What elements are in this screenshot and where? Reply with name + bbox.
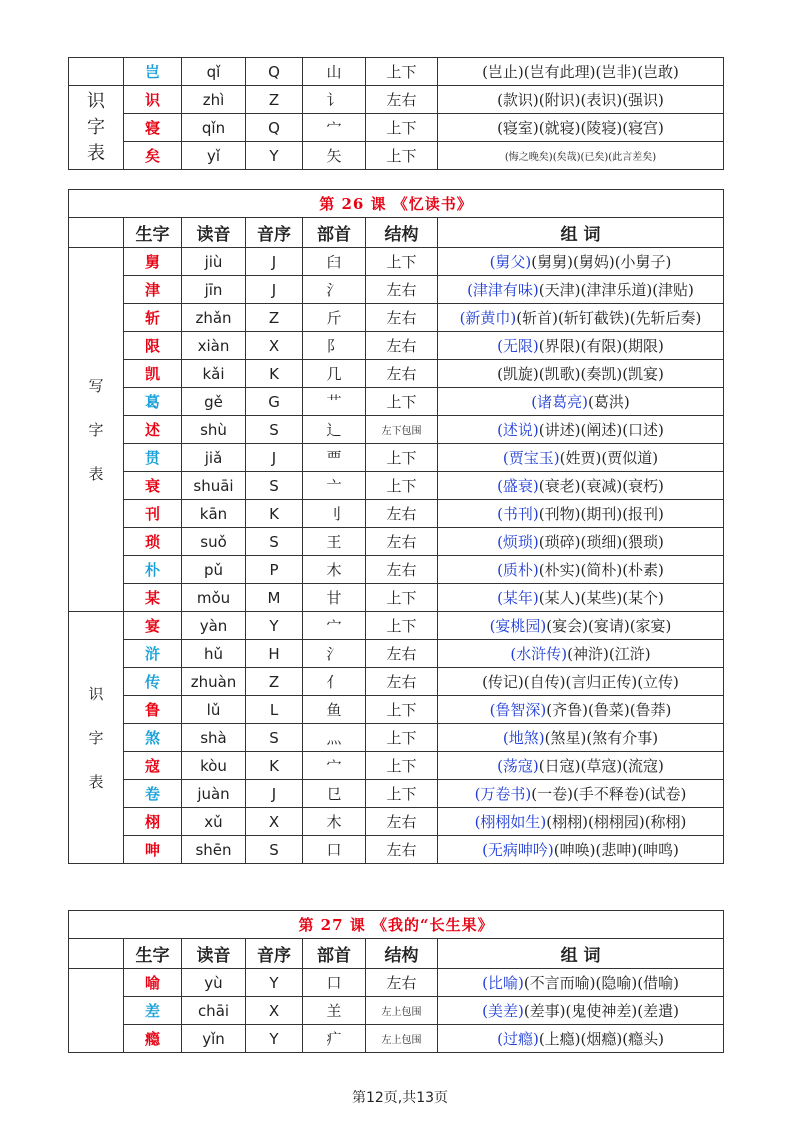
pinyin-cell: mǒu [182,584,246,612]
table-row [69,142,724,170]
column-header: 结构 [366,939,438,969]
word-group: (琐碎)(琐细)(猥琐) [538,533,664,551]
char-cell: 某 [124,584,182,612]
word-group: (上瘾)(烟瘾)(瘾头) [538,1030,664,1048]
char-cell: 津 [124,276,182,304]
word-group: (朴实)(简朴)(朴素) [538,561,664,579]
pinyin-cell: qǐn [182,114,246,142]
index-letter-cell: Z [246,668,303,696]
words-cell [438,58,724,86]
char-cell: 寇 [124,752,182,780]
structure-cell: 上下 [366,696,438,724]
word-group: (刊物)(期刊)(报刊) [538,505,664,523]
pinyin-cell: kān [182,500,246,528]
index-letter-cell: S [246,472,303,500]
section-label: 写 字 表 [69,248,124,612]
lesson27-table [68,910,724,1053]
word-group: (款识)(附识)(表识)(强识) [497,91,664,109]
char-cell: 传 [124,668,182,696]
word-group: (岂止)(岂有此理)(岂非)(岂敢) [482,63,679,81]
highlight-word: (水浒传) [510,645,568,663]
char-cell: 限 [124,332,182,360]
title-row [69,911,724,939]
highlight-word: (新黄巾) [459,309,517,327]
structure-cell: 上下 [366,612,438,640]
radical-cell: 疒 [303,1025,366,1053]
char-cell: 喻 [124,969,182,997]
index-letter-cell: K [246,500,303,528]
highlight-word: (栩栩如生) [474,813,547,831]
structure-cell: 左上包围 [366,997,438,1025]
words-cell [438,86,724,114]
pinyin-cell: jiǎ [182,444,246,472]
word-group: (悔之晚矣)(矣哉)(已矣)(此言差矣) [504,152,657,163]
words-cell [438,752,724,780]
words-cell [438,640,724,668]
char-cell: 岂 [124,58,182,86]
table-row [69,114,724,142]
index-letter-cell: K [246,752,303,780]
column-header: 组 词 [438,939,724,969]
index-letter-cell: Y [246,1025,303,1053]
pinyin-cell: zhǎn [182,304,246,332]
pinyin-cell: zhuàn [182,668,246,696]
char-cell: 衰 [124,472,182,500]
word-group: (神浒)(江浒) [567,645,651,663]
highlight-word: (荡寇) [497,757,539,775]
radical-cell: 亻 [303,668,366,696]
table-row [69,388,724,416]
char-cell: 寝 [124,114,182,142]
radical-cell: 阝 [303,332,366,360]
radical-cell: 艹 [303,388,366,416]
table-row [69,444,724,472]
table-row [69,276,724,304]
words-cell [438,780,724,808]
words-cell [438,528,724,556]
index-letter-cell: G [246,388,303,416]
structure-cell: 左右 [366,304,438,332]
pinyin-cell: juàn [182,780,246,808]
char-cell: 述 [124,416,182,444]
char-cell: 凯 [124,360,182,388]
pinyin-cell: yǐn [182,1025,246,1053]
word-group: (齐鲁)(鲁菜)(鲁莽) [546,701,672,719]
pinyin-cell: lǔ [182,696,246,724]
structure-cell: 上下 [366,388,438,416]
radical-cell: 㔾 [303,780,366,808]
radical-cell: 氵 [303,276,366,304]
radical-cell: 口 [303,836,366,864]
pinyin-cell: kǎi [182,360,246,388]
pinyin-cell: xǔ [182,808,246,836]
section-blank [69,58,124,86]
structure-cell: 上下 [366,584,438,612]
column-header: 生字 [124,218,182,248]
highlight-word: (无限) [497,337,539,355]
table-row [69,58,724,86]
words-cell [438,416,724,444]
char-cell: 刊 [124,500,182,528]
section-blank [69,969,124,1053]
index-letter-cell: S [246,836,303,864]
table-row [69,1025,724,1053]
index-letter-cell: X [246,808,303,836]
structure-cell: 上下 [366,472,438,500]
structure-cell: 上下 [366,780,438,808]
pinyin-cell: hǔ [182,640,246,668]
column-header: 音序 [246,218,303,248]
pinyin-cell: jiù [182,248,246,276]
words-cell [438,668,724,696]
table-row [69,360,724,388]
table-row [69,528,724,556]
radical-cell: 辶 [303,416,366,444]
table-row [69,472,724,500]
words-cell [438,276,724,304]
table-row [69,752,724,780]
column-header: 部首 [303,939,366,969]
table-row [69,668,724,696]
highlight-word: (述说) [497,421,539,439]
pinyin-cell: jīn [182,276,246,304]
words-cell [438,248,724,276]
word-group: (传记)(自传)(言归正传)(立传) [482,673,679,691]
char-cell: 栩 [124,808,182,836]
index-letter-cell: P [246,556,303,584]
table-row [69,808,724,836]
highlight-word: (烦琐) [497,533,539,551]
index-letter-cell: J [246,248,303,276]
index-letter-cell: Z [246,304,303,332]
word-group: (寝室)(就寝)(陵寝)(寝宫) [497,119,664,137]
radical-cell: 宀 [303,114,366,142]
word-group: (界限)(有限)(期限) [538,337,664,355]
radical-cell: 亠 [303,472,366,500]
highlight-word: (舅父) [489,253,532,271]
table-row [69,556,724,584]
structure-cell: 左右 [366,969,438,997]
pinyin-cell: yǐ [182,142,246,170]
highlight-word: (诸葛亮) [531,393,588,411]
word-group: (呻唤)(悲呻)(呻鸣) [553,841,679,859]
radical-cell: 甘 [303,584,366,612]
radical-cell: 讠 [303,86,366,114]
word-group: (差事)(鬼使神差)(差遣) [523,1002,679,1020]
highlight-word: (过瘾) [497,1030,539,1048]
radical-cell: 氵 [303,640,366,668]
structure-cell: 上下 [366,724,438,752]
highlight-word: (质朴) [497,561,539,579]
index-letter-cell: Y [246,969,303,997]
char-cell: 呻 [124,836,182,864]
words-cell [438,142,724,170]
pinyin-cell: shà [182,724,246,752]
pinyin-cell: gě [182,388,246,416]
words-cell [438,1025,724,1053]
radical-cell: 口 [303,969,366,997]
words-cell [438,304,724,332]
char-cell: 瘾 [124,1025,182,1053]
table-row [69,997,724,1025]
radical-cell: 斤 [303,304,366,332]
char-cell: 识 [124,86,182,114]
radical-cell: 山 [303,58,366,86]
char-cell: 朴 [124,556,182,584]
char-cell: 卷 [124,780,182,808]
lesson-title: 第 27 课 《我的“长生果》 [69,911,724,939]
column-header: 读音 [182,939,246,969]
char-cell: 舅 [124,248,182,276]
column-header: 生字 [124,939,182,969]
highlight-word: (万卷书) [474,785,532,803]
words-cell [438,114,724,142]
structure-cell: 左右 [366,276,438,304]
words-cell [438,556,724,584]
highlight-word: (某年) [497,589,539,607]
pinyin-cell: yù [182,969,246,997]
char-cell: 琐 [124,528,182,556]
highlight-word: (宴桃园) [489,617,547,635]
char-cell: 宴 [124,612,182,640]
table-row [69,584,724,612]
index-letter-cell: Q [246,114,303,142]
radical-cell: 𦍌 [303,997,366,1025]
word-group: (衰老)(衰减)(衰朽) [538,477,664,495]
section-label: 识 字 表 [69,86,124,170]
index-letter-cell: J [246,276,303,304]
pinyin-cell: zhì [182,86,246,114]
header-row [69,939,724,969]
word-group: (天津)(津津乐道)(津贴) [538,281,694,299]
lesson-title: 第 26 课 《忆读书》 [69,190,724,218]
word-group: (葛洪) [588,393,630,411]
structure-cell: 左右 [366,500,438,528]
radical-cell: 王 [303,528,366,556]
pinyin-cell: kòu [182,752,246,780]
radical-cell: 覀 [303,444,366,472]
pinyin-cell: shēn [182,836,246,864]
highlight-word: (无病呻吟) [482,841,554,859]
index-letter-cell: K [246,360,303,388]
highlight-word: (比喻) [482,974,524,992]
words-cell [438,997,724,1025]
word-group: (舅舅)(舅妈)(小舅子) [531,253,672,271]
title-row [69,190,724,218]
pinyin-cell: pǔ [182,556,246,584]
word-group: (日寇)(草寇)(流寇) [538,757,664,775]
table-row [69,248,724,276]
radical-cell: 鱼 [303,696,366,724]
index-letter-cell: X [246,332,303,360]
highlight-word: (盛衰) [497,477,539,495]
header-blank [69,939,124,969]
structure-cell: 上下 [366,248,438,276]
char-cell: 煞 [124,724,182,752]
index-letter-cell: L [246,696,303,724]
pinyin-cell: yàn [182,612,246,640]
table-row [69,969,724,997]
table-row [69,724,724,752]
index-letter-cell: S [246,528,303,556]
column-header: 读音 [182,218,246,248]
char-cell: 葛 [124,388,182,416]
header-blank [69,218,124,248]
radical-cell: 宀 [303,612,366,640]
highlight-word: (美差) [482,1002,524,1020]
word-group: (栩栩)(栩栩园)(称栩) [546,813,687,831]
structure-cell: 左右 [366,668,438,696]
index-letter-cell: S [246,724,303,752]
table-row [69,304,724,332]
highlight-word: (鲁智深) [489,701,547,719]
table-row [69,696,724,724]
char-cell: 矣 [124,142,182,170]
index-letter-cell: J [246,444,303,472]
pinyin-cell: suǒ [182,528,246,556]
word-group: (煞星)(煞有介事) [544,729,659,747]
words-cell [438,360,724,388]
radical-cell: 矢 [303,142,366,170]
index-letter-cell: Y [246,612,303,640]
radical-cell: 臼 [303,248,366,276]
structure-cell: 左右 [366,332,438,360]
table-row [69,416,724,444]
radical-cell: 木 [303,556,366,584]
word-group: (讲述)(阐述)(口述) [538,421,664,439]
word-group: (不言而喻)(隐喻)(借喻) [523,974,679,992]
words-cell [438,444,724,472]
words-cell [438,388,724,416]
pinyin-cell: shuāi [182,472,246,500]
radical-cell: 灬 [303,724,366,752]
words-cell [438,612,724,640]
radical-cell: 几 [303,360,366,388]
structure-cell: 左右 [366,556,438,584]
char-cell: 贯 [124,444,182,472]
char-cell: 差 [124,997,182,1025]
index-letter-cell: Z [246,86,303,114]
structure-cell: 左右 [366,86,438,114]
index-letter-cell: J [246,780,303,808]
words-cell [438,969,724,997]
word-group: (宴会)(宴请)(家宴) [546,617,672,635]
char-cell: 浒 [124,640,182,668]
radical-cell: 宀 [303,752,366,780]
highlight-word: (贾宝玉) [502,449,560,467]
table-row [69,780,724,808]
structure-cell: 左右 [366,640,438,668]
structure-cell: 上下 [366,142,438,170]
page-footer: 第12页,共13页 [351,1090,449,1106]
table-row [69,836,724,864]
words-cell [438,808,724,836]
lesson26-table [68,189,724,864]
structure-cell: 左右 [366,528,438,556]
pinyin-cell: chāi [182,997,246,1025]
top-char-table [68,57,724,170]
words-cell [438,836,724,864]
pinyin-cell: qǐ [182,58,246,86]
pinyin-cell: shù [182,416,246,444]
column-header: 组 词 [438,218,724,248]
structure-cell: 上下 [366,752,438,780]
structure-cell: 上下 [366,444,438,472]
structure-cell: 左上包围 [366,1025,438,1053]
structure-cell: 左右 [366,836,438,864]
words-cell [438,724,724,752]
table-row [69,612,724,640]
table-row [69,86,724,114]
highlight-word: (书刊) [497,505,539,523]
table-row [69,500,724,528]
header-row [69,218,724,248]
index-letter-cell: Q [246,58,303,86]
word-group: (斩首)(斩钉截铁)(先斩后奏) [516,309,702,327]
radical-cell: 刂 [303,500,366,528]
pinyin-cell: xiàn [182,332,246,360]
section-label: 识 字 表 [69,612,124,864]
char-cell: 鲁 [124,696,182,724]
structure-cell: 左下包围 [366,416,438,444]
table-row [69,332,724,360]
words-cell [438,500,724,528]
highlight-word: (津津有味) [467,281,539,299]
word-group: (姓贾)(贾似道) [559,449,659,467]
column-header: 结构 [366,218,438,248]
word-group: (一卷)(手不释卷)(试卷) [531,785,687,803]
words-cell [438,584,724,612]
column-header: 部首 [303,218,366,248]
char-cell: 斩 [124,304,182,332]
words-cell [438,472,724,500]
structure-cell: 左右 [366,808,438,836]
structure-cell: 上下 [366,114,438,142]
radical-cell: 木 [303,808,366,836]
structure-cell: 上下 [366,58,438,86]
words-cell [438,332,724,360]
index-letter-cell: M [246,584,303,612]
word-group: (凯旋)(凯歌)(奏凯)(凯宴) [497,365,664,383]
highlight-word: (地煞) [502,729,545,747]
word-group: (某人)(某些)(某个) [538,589,664,607]
index-letter-cell: S [246,416,303,444]
structure-cell: 左右 [366,360,438,388]
column-header: 音序 [246,939,303,969]
index-letter-cell: H [246,640,303,668]
index-letter-cell: Y [246,142,303,170]
index-letter-cell: X [246,997,303,1025]
words-cell [438,696,724,724]
table-row [69,640,724,668]
